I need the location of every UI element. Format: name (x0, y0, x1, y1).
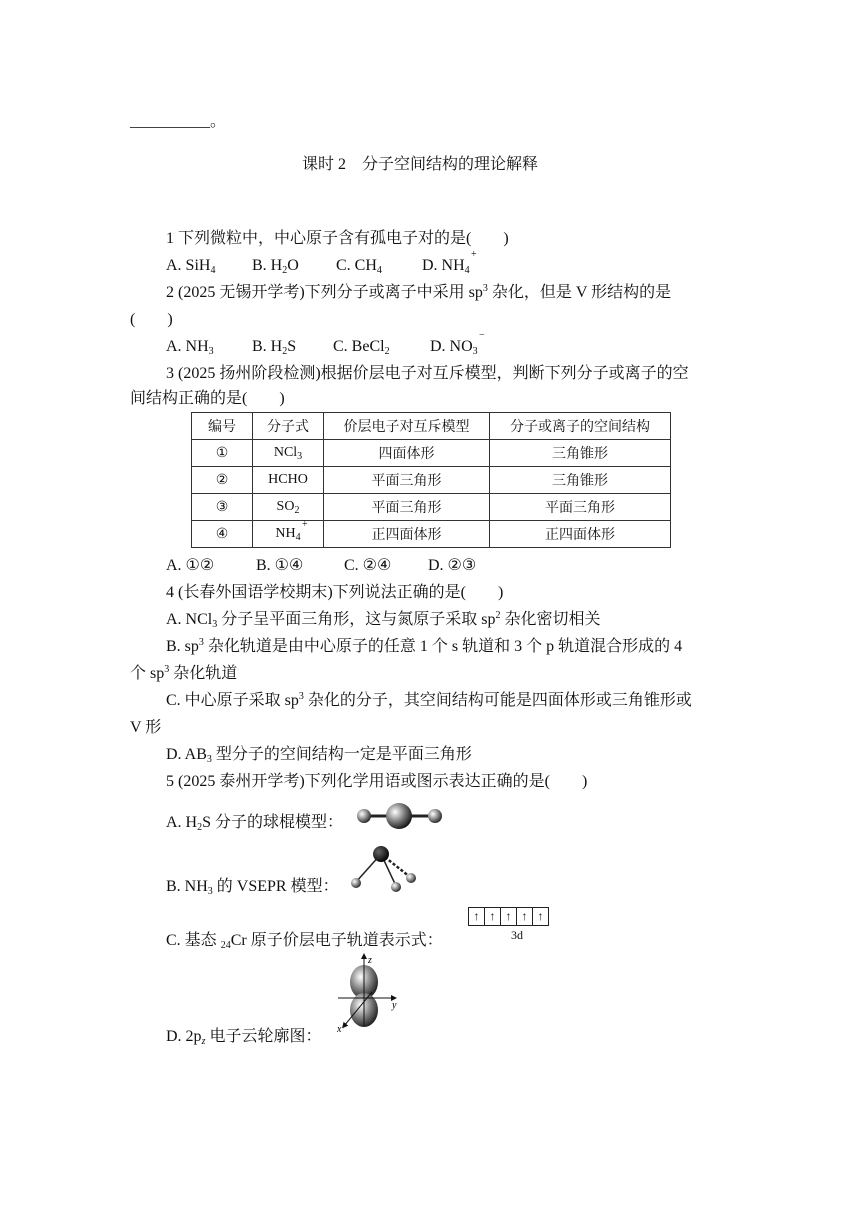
table-header-row (192, 413, 671, 440)
row-number: ① (192, 440, 253, 467)
answer-blank: __________。 (130, 113, 227, 130)
q5-option-a: A. $H_2S$ 分子的球棍模型： (166, 814, 344, 833)
row-shape: 三角锥形 (490, 440, 671, 467)
section-title: 课时 2 分子空间结构的理论解释 (302, 156, 539, 173)
q2-stem-line1: 2 (2025 无锡开学考)下列分子或离子中采用 $sp^3$ 杂化，但是 V 形结构的是 (166, 283, 672, 301)
q4-option-b-cont: 个 $sp^3$ 杂化轨道 (130, 664, 238, 682)
orbital-box: ↑ (501, 908, 517, 925)
header-formula: 分子式 (253, 413, 324, 440)
row-number: ④ (192, 521, 253, 548)
orbital-box: ↑ (537, 909, 544, 923)
q1-option-c: C. $CH_4$ (336, 257, 382, 276)
q1-option-a: A. SiH$_4$ (166, 257, 216, 276)
vsepr-table (191, 412, 671, 548)
orbital-label: 3d (511, 928, 523, 942)
row-shape: 三角锥形 (490, 467, 671, 494)
row-number: ② (192, 467, 253, 494)
h2s-ball-stick-model (352, 800, 448, 832)
q5-option-d: D. $2p_z$ 电子云轮廓图： (166, 1028, 322, 1047)
q4-option-d: D. $AB_3$ 型分子的空间结构一定是平面三角形 (166, 746, 472, 765)
nh3-vsepr-model (346, 842, 422, 894)
q4-option-c: C. 中心原子采取 $sp^3$ 杂化的分子，其空间结构可能是四面体形或三角锥形或 (166, 691, 692, 709)
header-vsepr-model: 价层电子对互斥模型 (324, 413, 490, 440)
table-row (192, 440, 671, 467)
table-row (192, 467, 671, 494)
axis-x-label: x (337, 1024, 342, 1034)
q2-option-d: D. $NO_3$ − (430, 330, 485, 357)
row-formula: HCHO (253, 467, 324, 494)
row-formula: $SO_2$ (253, 494, 324, 521)
q1-option-b: B. $H_2O$ (252, 257, 299, 276)
q2-option-a: A. $NH_3$ (166, 338, 214, 357)
table-row (192, 521, 671, 548)
q2-option-b: B. $H_2S$ (252, 338, 297, 357)
q4-stem: 4 (长春外国语学校期末)下列说法正确的是( ) (166, 584, 504, 601)
row-model: 四面体形 (324, 440, 490, 467)
row-model: 平面三角形 (324, 494, 490, 521)
q4-option-a: A. NCl$_3$ 分子呈平面三角形，这与氮原子采取 $sp^2$ 杂化密切相关 (166, 610, 601, 630)
q2-stem-line2: ( ) (130, 311, 173, 328)
q5-option-b: B. $NH_3$ 的 VSEPR 模型： (166, 878, 339, 897)
q3-stem-line1: 3 (2025 扬州阶段检测)根据价层电子对互斥模型，判断下列分子或离子的空 (166, 365, 689, 382)
row-shape: 正四面体形 (490, 521, 671, 548)
header-number: 编号 (192, 413, 253, 440)
q4-option-c-cont: V 形 (130, 719, 162, 736)
orbital-box: ↑ (469, 908, 485, 925)
axis-z-label: z (368, 955, 372, 966)
row-shape: 平面三角形 (490, 494, 671, 521)
cr-3d-orbital-diagram (468, 907, 549, 926)
row-number: ③ (192, 494, 253, 521)
orbital-box: ↑ (485, 908, 501, 925)
row-formula: $NH_4$ + (253, 521, 324, 548)
orbital-box: ↑ (517, 908, 533, 925)
q1-stem: 1 下列微粒中，中心原子含有孤电子对的是( ) (166, 230, 509, 247)
q3-stem-line2: 间结构正确的是( ) (130, 390, 285, 407)
q2-option-c: C. BeCl$_2$ (333, 338, 390, 357)
q4-option-b: B. $sp^3$ 杂化轨道是由中心原子的任意 1 个 s 轨道和 3 个 p 轨道混合形成的 4 (166, 637, 683, 655)
q3-option-c: C. ②④ (344, 557, 392, 574)
header-spatial-structure: 分子或离子的空间结构 (490, 413, 671, 440)
q5-option-c: C. 基态 $_{24}$Cr 原子价层电子轨道表示式： (166, 932, 443, 951)
q3-option-a: A. ①② (166, 557, 215, 574)
axis-y-label: y (392, 1000, 397, 1011)
q3-option-b: B. ①④ (256, 557, 304, 574)
q3-option-d: D. ②③ (428, 557, 477, 574)
2pz-electron-cloud-diagram (328, 952, 408, 1034)
q1-option-d: D. $NH_4$ + (422, 249, 477, 276)
row-model: 正四面体形 (324, 521, 490, 548)
q5-stem: 5 (2025 泰州开学考)下列化学用语或图示表达正确的是( ) (166, 773, 588, 790)
row-model: 平面三角形 (324, 467, 490, 494)
table-row (192, 494, 671, 521)
row-formula: NCl$_3$ (253, 440, 324, 467)
